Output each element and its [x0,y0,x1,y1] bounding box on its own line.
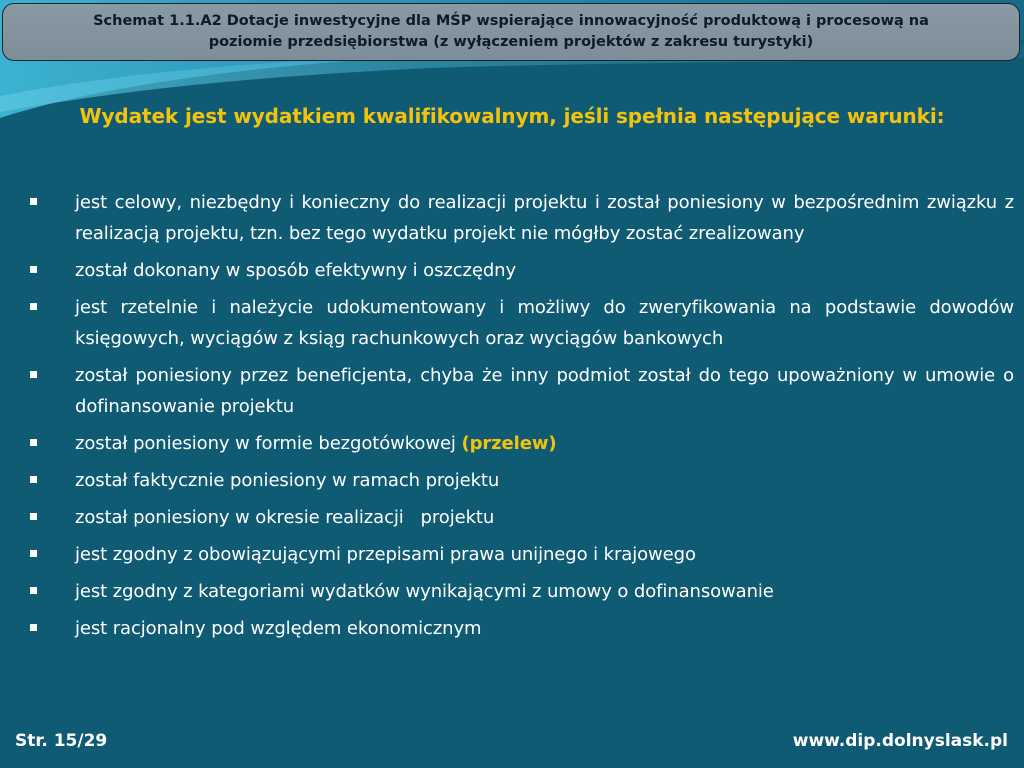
list-item [28,292,1014,354]
list-item-text: został dokonany w sposób efektywny i oszczędny [75,260,517,281]
section-heading: Wydatek jest wydatkiem kwalifikowalnym, jeśli spełnia następujące warunki: [79,104,945,128]
list-item-text: jest zgodny z kategoriami wydatków wynikającymi z umowy o dofinansowanie [75,581,774,602]
square-bullet-icon [30,198,37,205]
list-item-text: został poniesiony przez beneficjenta, chyba że inny podmiot został do tego upoważniony w umowie o dofinansowanie projektu [75,365,1014,417]
list-item-text: został faktycznie poniesiony w ramach projektu [75,470,500,491]
list-item-text: jest rzetelnie i należycie udokumentowany i możliwy do zweryfikowania na podstawie dowodów księgowych, wyciągów z ksiąg rachunkowych oraz wyciągów bankowych [75,297,1014,349]
list-item [28,613,1014,644]
list-item-text: został poniesiony w okresie realizacji projektu [75,507,495,528]
list-item-text: jest celowy, niezbędny i konieczny do realizacji projektu i został poniesiony w bezpośrednim związku z realizacją projektu, tzn. bez tego wydatku projekt nie mógłby zostać zrealizowany [75,192,1014,244]
square-bullet-icon [30,439,37,446]
square-bullet-icon [30,624,37,631]
square-bullet-icon [30,550,37,557]
list-item-text: jest racjonalny pod względem ekonomicznym [75,618,482,639]
footer-url: www.dip.dolnyslask.pl [792,731,1008,751]
list-item-text: jest zgodny z obowiązującymi przepisami prawa unijnego i krajowego [75,544,696,565]
slide-title: Schemat 1.1.A2 Dotacje inwestycyjne dla MŚP wspierające innowacyjność produktową i procesową na poziomie przedsiębiorstwa (z wyłączeniem projektów z zakresu turystyki) [93,13,929,50]
page-number: Str. 15/29 [15,731,108,751]
square-bullet-icon [30,303,37,310]
list-item [28,428,1014,459]
square-bullet-icon [30,266,37,273]
list-item [28,539,1014,570]
list-item [28,360,1014,422]
list-item [28,502,1014,533]
list-item [28,576,1014,607]
square-bullet-icon [30,371,37,378]
square-bullet-icon [30,587,37,594]
square-bullet-icon [30,513,37,520]
square-bullet-icon [30,476,37,483]
list-item-accent: (przelew) [461,433,557,454]
conditions-list [28,187,1014,650]
list-item [28,255,1014,286]
list-item [28,465,1014,496]
list-item [28,187,1014,249]
title-box [2,3,1020,61]
list-item-text: został poniesiony w formie bezgotówkowej [75,433,462,454]
